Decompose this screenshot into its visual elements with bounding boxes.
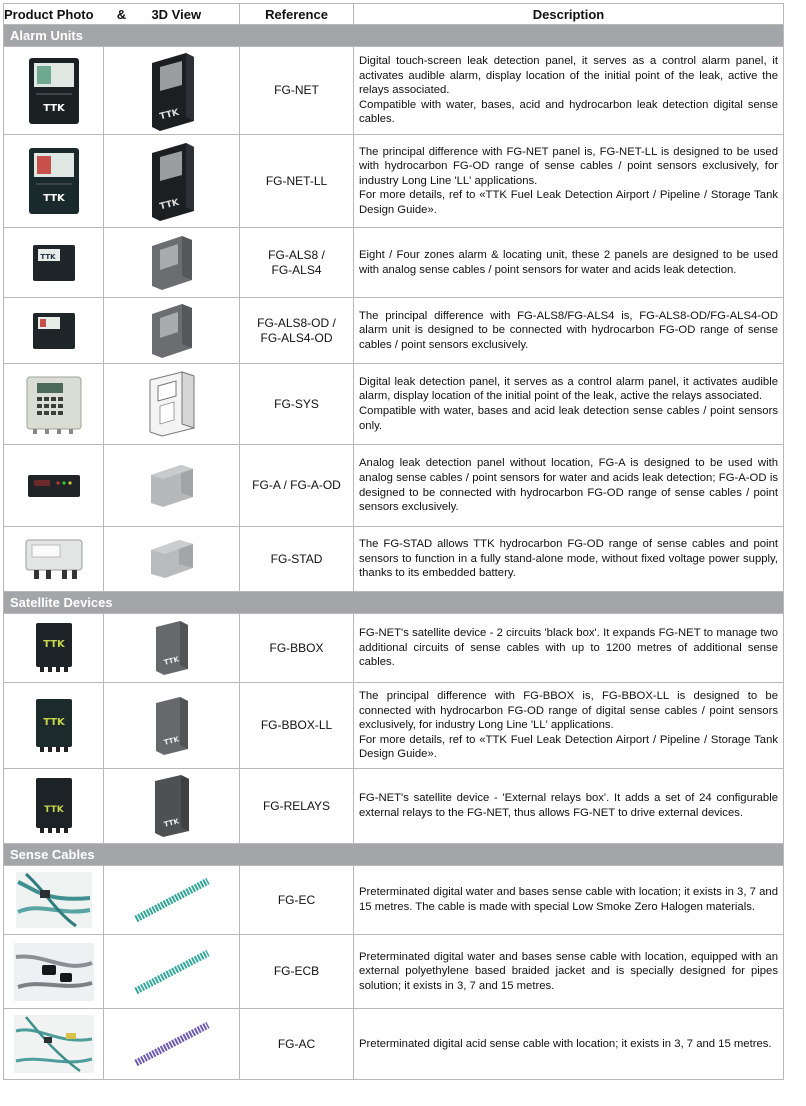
table-row — [4, 527, 784, 592]
product-photo — [4, 364, 104, 445]
description-cell: Eight / Four zones alarm & locating unit, these 2 panels are designed to be used with analog sense cables / point sensors for water and acids leak detection. — [354, 228, 784, 298]
section-header-satellite-devices — [4, 592, 784, 614]
product-3d-view — [104, 298, 240, 364]
fg-sys-photo-image — [23, 373, 85, 435]
table-row — [4, 228, 784, 298]
table-row — [4, 298, 784, 364]
fg-net-3d-image — [142, 49, 202, 133]
reference-cell: FG-ECB — [240, 935, 354, 1009]
fg-net-photo-image — [27, 56, 81, 126]
logo-text: TTK — [162, 817, 180, 829]
product-3d-view — [104, 527, 240, 592]
product-3d-view — [104, 683, 240, 769]
reference-cell: FG-RELAYS — [240, 769, 354, 844]
fg-bbox-photo-image — [32, 621, 76, 675]
table-row — [4, 445, 784, 527]
fg-stad-3d-image — [145, 534, 199, 584]
product-photo — [4, 228, 104, 298]
product-3d-view — [104, 614, 240, 683]
product-3d-view — [104, 47, 240, 135]
table-row — [4, 614, 784, 683]
logo-text: TTK — [42, 639, 65, 650]
description-cell: The principal difference with FG-ALS8/FG-ALS4 is, FG-ALS8-OD/FG-ALS4-OD alarm unit is designed to be connected with hydrocarbon FG-OD range of sense cables / point sensors exclusively. — [354, 298, 784, 364]
description-cell: FG-NET's satellite device - 'External relays box'. It adds a set of 24 configurable external relays to the FG-NET, thus allows FG-NET to drive external devices. — [354, 769, 784, 844]
reference-cell: FG-BBOX — [240, 614, 354, 683]
table-header-row — [4, 4, 784, 25]
table-row — [4, 135, 784, 228]
description-cell: Preterminated digital water and bases sense cable with location, equipped with an external polyethylene based braided jacket and is specially designed for pipes solution; it exists in 3, 7 and 15 metres. — [354, 935, 784, 1009]
description-cell: Digital leak detection panel, it serves as a control alarm panel, it activates audible alarm, display location of the initial point of the leak, active the relays associated. Compatible with water, bases and acid leak detection sense cables / point sensors only. — [354, 364, 784, 445]
product-3d-view — [104, 135, 240, 228]
fg-als8-photo-image — [31, 243, 77, 283]
logo-text: TTK — [42, 716, 65, 728]
logo-text: TTK — [43, 805, 64, 815]
product-3d-view — [104, 445, 240, 527]
product-table — [3, 3, 784, 1080]
product-photo — [4, 445, 104, 527]
description-cell: The principal difference with FG-BBOX is, FG-BBOX-LL is designed to be connected with hydrocarbon FG-OD range of digital sense cables / point sensors exclusively, for industry Long Line 'LL' applications. For more details, ref to «TTK Fuel Leak Detection Airport / Pipeline / Storage Tank Design Guide». — [354, 683, 784, 769]
fg-ec-photo-image — [16, 872, 92, 928]
fg-relays-photo-image — [32, 776, 76, 836]
fg-net-ll-photo-image — [27, 146, 81, 216]
reference-cell: FG-NET-LL — [240, 135, 354, 228]
product-photo — [4, 298, 104, 364]
product-3d-view — [104, 866, 240, 935]
description-cell: The principal difference with FG-NET panel is, FG-NET-LL is designed to be used with hydrocarbon FG-OD range of sense cables / point sensors exclusively, for industry Long Line 'LL' applications. For more details, ref to «TTK Fuel Leak Detection Airport / Pipeline / Storage Tank Design Guide». — [354, 135, 784, 228]
product-photo — [4, 769, 104, 844]
logo-text: TTK — [158, 107, 180, 122]
fg-relays-3d-image — [151, 771, 193, 841]
fg-als8-3d-image — [146, 232, 198, 294]
logo-text: TTK — [162, 734, 180, 747]
product-3d-view — [104, 1009, 240, 1080]
table-row — [4, 1009, 784, 1080]
header-reference: Reference — [240, 4, 354, 25]
product-photo — [4, 866, 104, 935]
reference-cell: FG-A / FG-A-OD — [240, 445, 354, 527]
reference-cell: FG-SYS — [240, 364, 354, 445]
logo-text: TTK — [39, 252, 56, 261]
reference-cell: FG-ALS8 / FG-ALS4 — [240, 228, 354, 298]
fg-ec-3d-image — [130, 875, 214, 925]
header-amp: & — [116, 6, 127, 22]
section-title: Alarm Units — [4, 25, 784, 47]
fg-ecb-photo-image — [14, 943, 94, 1001]
reference-cell: FG-STAD — [240, 527, 354, 592]
description-cell: Preterminated digital acid sense cable with location; it exists in 3, 7 and 15 metres. — [354, 1009, 784, 1080]
fg-a-photo-image — [26, 471, 82, 501]
logo-text: TTK — [162, 655, 180, 667]
table-row — [4, 364, 784, 445]
fg-net-ll-3d-image — [142, 139, 202, 223]
product-3d-view — [104, 228, 240, 298]
logo-text: TTK — [158, 197, 180, 213]
table-row — [4, 769, 784, 844]
product-photo — [4, 1009, 104, 1080]
section-header-sense-cables — [4, 844, 784, 866]
fg-stad-photo-image — [22, 534, 86, 584]
fg-als8-od-3d-image — [146, 300, 198, 362]
reference-cell: FG-NET — [240, 47, 354, 135]
product-3d-view — [104, 769, 240, 844]
reference-cell: FG-BBOX-LL — [240, 683, 354, 769]
fg-ac-3d-image — [130, 1019, 214, 1069]
reference-cell: FG-AC — [240, 1009, 354, 1080]
reference-cell: FG-EC — [240, 866, 354, 935]
description-cell: Analog leak detection panel without location, FG-A is designed to be used with analog sense cables / point sensors for water and acids leak detection; FG-A-OD is designed to be connected with hydrocarbon FG-OD range of sense cables / point sensors exclusively. — [354, 445, 784, 527]
section-header-alarm-units — [4, 25, 784, 47]
header-description: Description — [354, 4, 784, 25]
product-3d-view — [104, 364, 240, 445]
reference-cell: FG-ALS8-OD / FG-ALS4-OD — [240, 298, 354, 364]
header-photo-3d — [4, 4, 240, 25]
product-photo — [4, 135, 104, 228]
description-cell: Preterminated digital water and bases sense cable with location; it exists in 3, 7 and 15 metres. The cable is made with special Low Smoke Zero Halogen materials. — [354, 866, 784, 935]
fg-sys-3d-image — [144, 368, 200, 440]
logo-text: TTK — [42, 102, 65, 114]
fg-a-3d-image — [145, 459, 199, 513]
header-3d-view: 3D View — [151, 6, 202, 22]
section-title: Sense Cables — [4, 844, 784, 866]
product-photo — [4, 683, 104, 769]
table-row — [4, 866, 784, 935]
fg-ac-photo-image — [14, 1015, 94, 1073]
section-title: Satellite Devices — [4, 592, 784, 614]
description-cell: Digital touch-screen leak detection panel, it serves as a control alarm panel, it activates audible alarm, display location of the initial point of the leak, active the relays associated. Compatible with water, bases, acid and hydrocarbon leak detection digital sense cables. — [354, 47, 784, 135]
table-row — [4, 935, 784, 1009]
fg-bbox-3d-image — [152, 617, 192, 679]
product-photo — [4, 47, 104, 135]
logo-text: TTK — [42, 193, 65, 204]
table-row — [4, 47, 784, 135]
description-cell: FG-NET's satellite device - 2 circuits 'black box'. It expands FG-NET to manage two additional circuits of sense cables with up to 1200 metres of additional sense cables. — [354, 614, 784, 683]
table-row — [4, 683, 784, 769]
product-photo — [4, 527, 104, 592]
fg-als8-od-photo-image — [31, 311, 77, 351]
header-photo: Product Photo — [4, 6, 94, 22]
product-photo — [4, 614, 104, 683]
product-photo — [4, 935, 104, 1009]
fg-bbox-ll-photo-image — [32, 697, 76, 755]
fg-bbox-ll-3d-image — [152, 693, 192, 759]
product-3d-view — [104, 935, 240, 1009]
description-cell: The FG-STAD allows TTK hydrocarbon FG-OD range of sense cables and point sensors to function in a fully stand-alone mode, without fixed voltage power supply, thanks to its embedded battery. — [354, 527, 784, 592]
fg-ecb-3d-image — [130, 947, 214, 997]
